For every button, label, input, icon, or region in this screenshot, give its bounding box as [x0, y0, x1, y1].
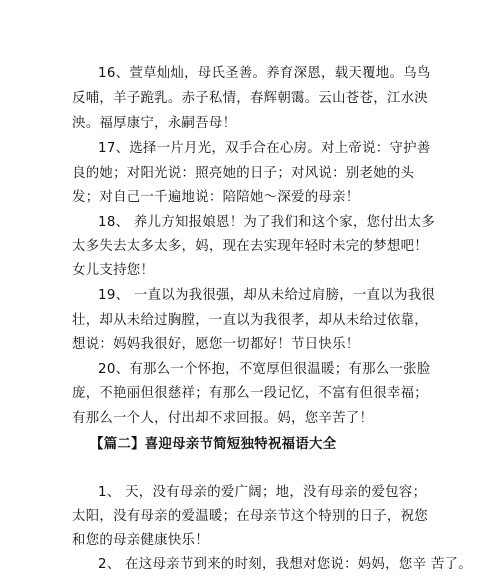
paragraph-16-line-2: 反哺，羊子跪乳。赤子私情，春辉朝霭。云山苍苍，江水泱 [72, 91, 428, 106]
paragraph-1-line-1: 1、 天，没有母亲的爱广阔；地，没有母亲的爱包容； [98, 485, 427, 500]
paragraph-20-line-1: 20、有那么一个怀抱，不宽厚但很温暖；有那么一张脸 [98, 362, 431, 377]
section-heading: 【篇二】喜迎母亲节简短独特祝福语大全 [90, 437, 337, 452]
paragraph-18-line-2: 太多失去太多太多，妈，现在去实现年轻时未完的梦想吧！ [72, 239, 428, 254]
paragraph-16-line-1: 16、萱草灿灿，母氏圣善。养育深恩，载天覆地。乌鸟 [98, 66, 431, 81]
paragraph-19-line-1: 19、 一直以为我很强，却从未给过肩膀，一直以为我很 [98, 288, 436, 303]
paragraph-19-line-3: 想说：妈妈我很好，愿您一切都好！节日快乐！ [72, 337, 360, 352]
paragraph-18-line-1: 18、 养儿方知报娘恩！为了我们和这个家，您付出太多 [98, 215, 436, 230]
paragraph-20-line-2: 庞，不艳丽但很慈祥；有那么一段记忆，不富有但很幸福； [72, 386, 428, 401]
paragraph-17-line-1: 17、选择一片月光，双手合在心房。对上帝说：守护善 [98, 141, 431, 156]
paragraph-1-line-2: 太阳，没有母亲的爱温暖；在母亲节这个特别的日子，祝您 [72, 509, 428, 524]
paragraph-18-line-3: 女儿支持您！ [72, 263, 155, 278]
paragraph-16-line-3: 泱。福厚康宁，永嗣吾母！ [72, 116, 237, 131]
paragraph-1-line-3: 和您的母亲健康快乐！ [72, 533, 209, 548]
paragraph-20-line-3: 有那么一个人，付出却不求回报。妈，您辛苦了！ [72, 411, 374, 426]
paragraph-17-line-3: 发；对自己一千遍地说：陪陪她～深爱的母亲！ [72, 190, 360, 205]
paragraph-17-line-2: 良的她；对阳光说：照亮她的日子；对风说：别老她的头 [72, 166, 415, 181]
paragraph-2-line-1: 2、 在这母亲节到来的时刻，我想对您说：妈妈，您辛 苦了。 [98, 557, 472, 572]
paragraph-19-line-2: 壮，却从未给过胸膛，一直以为我很孝，却从未给过依靠， [72, 313, 428, 328]
